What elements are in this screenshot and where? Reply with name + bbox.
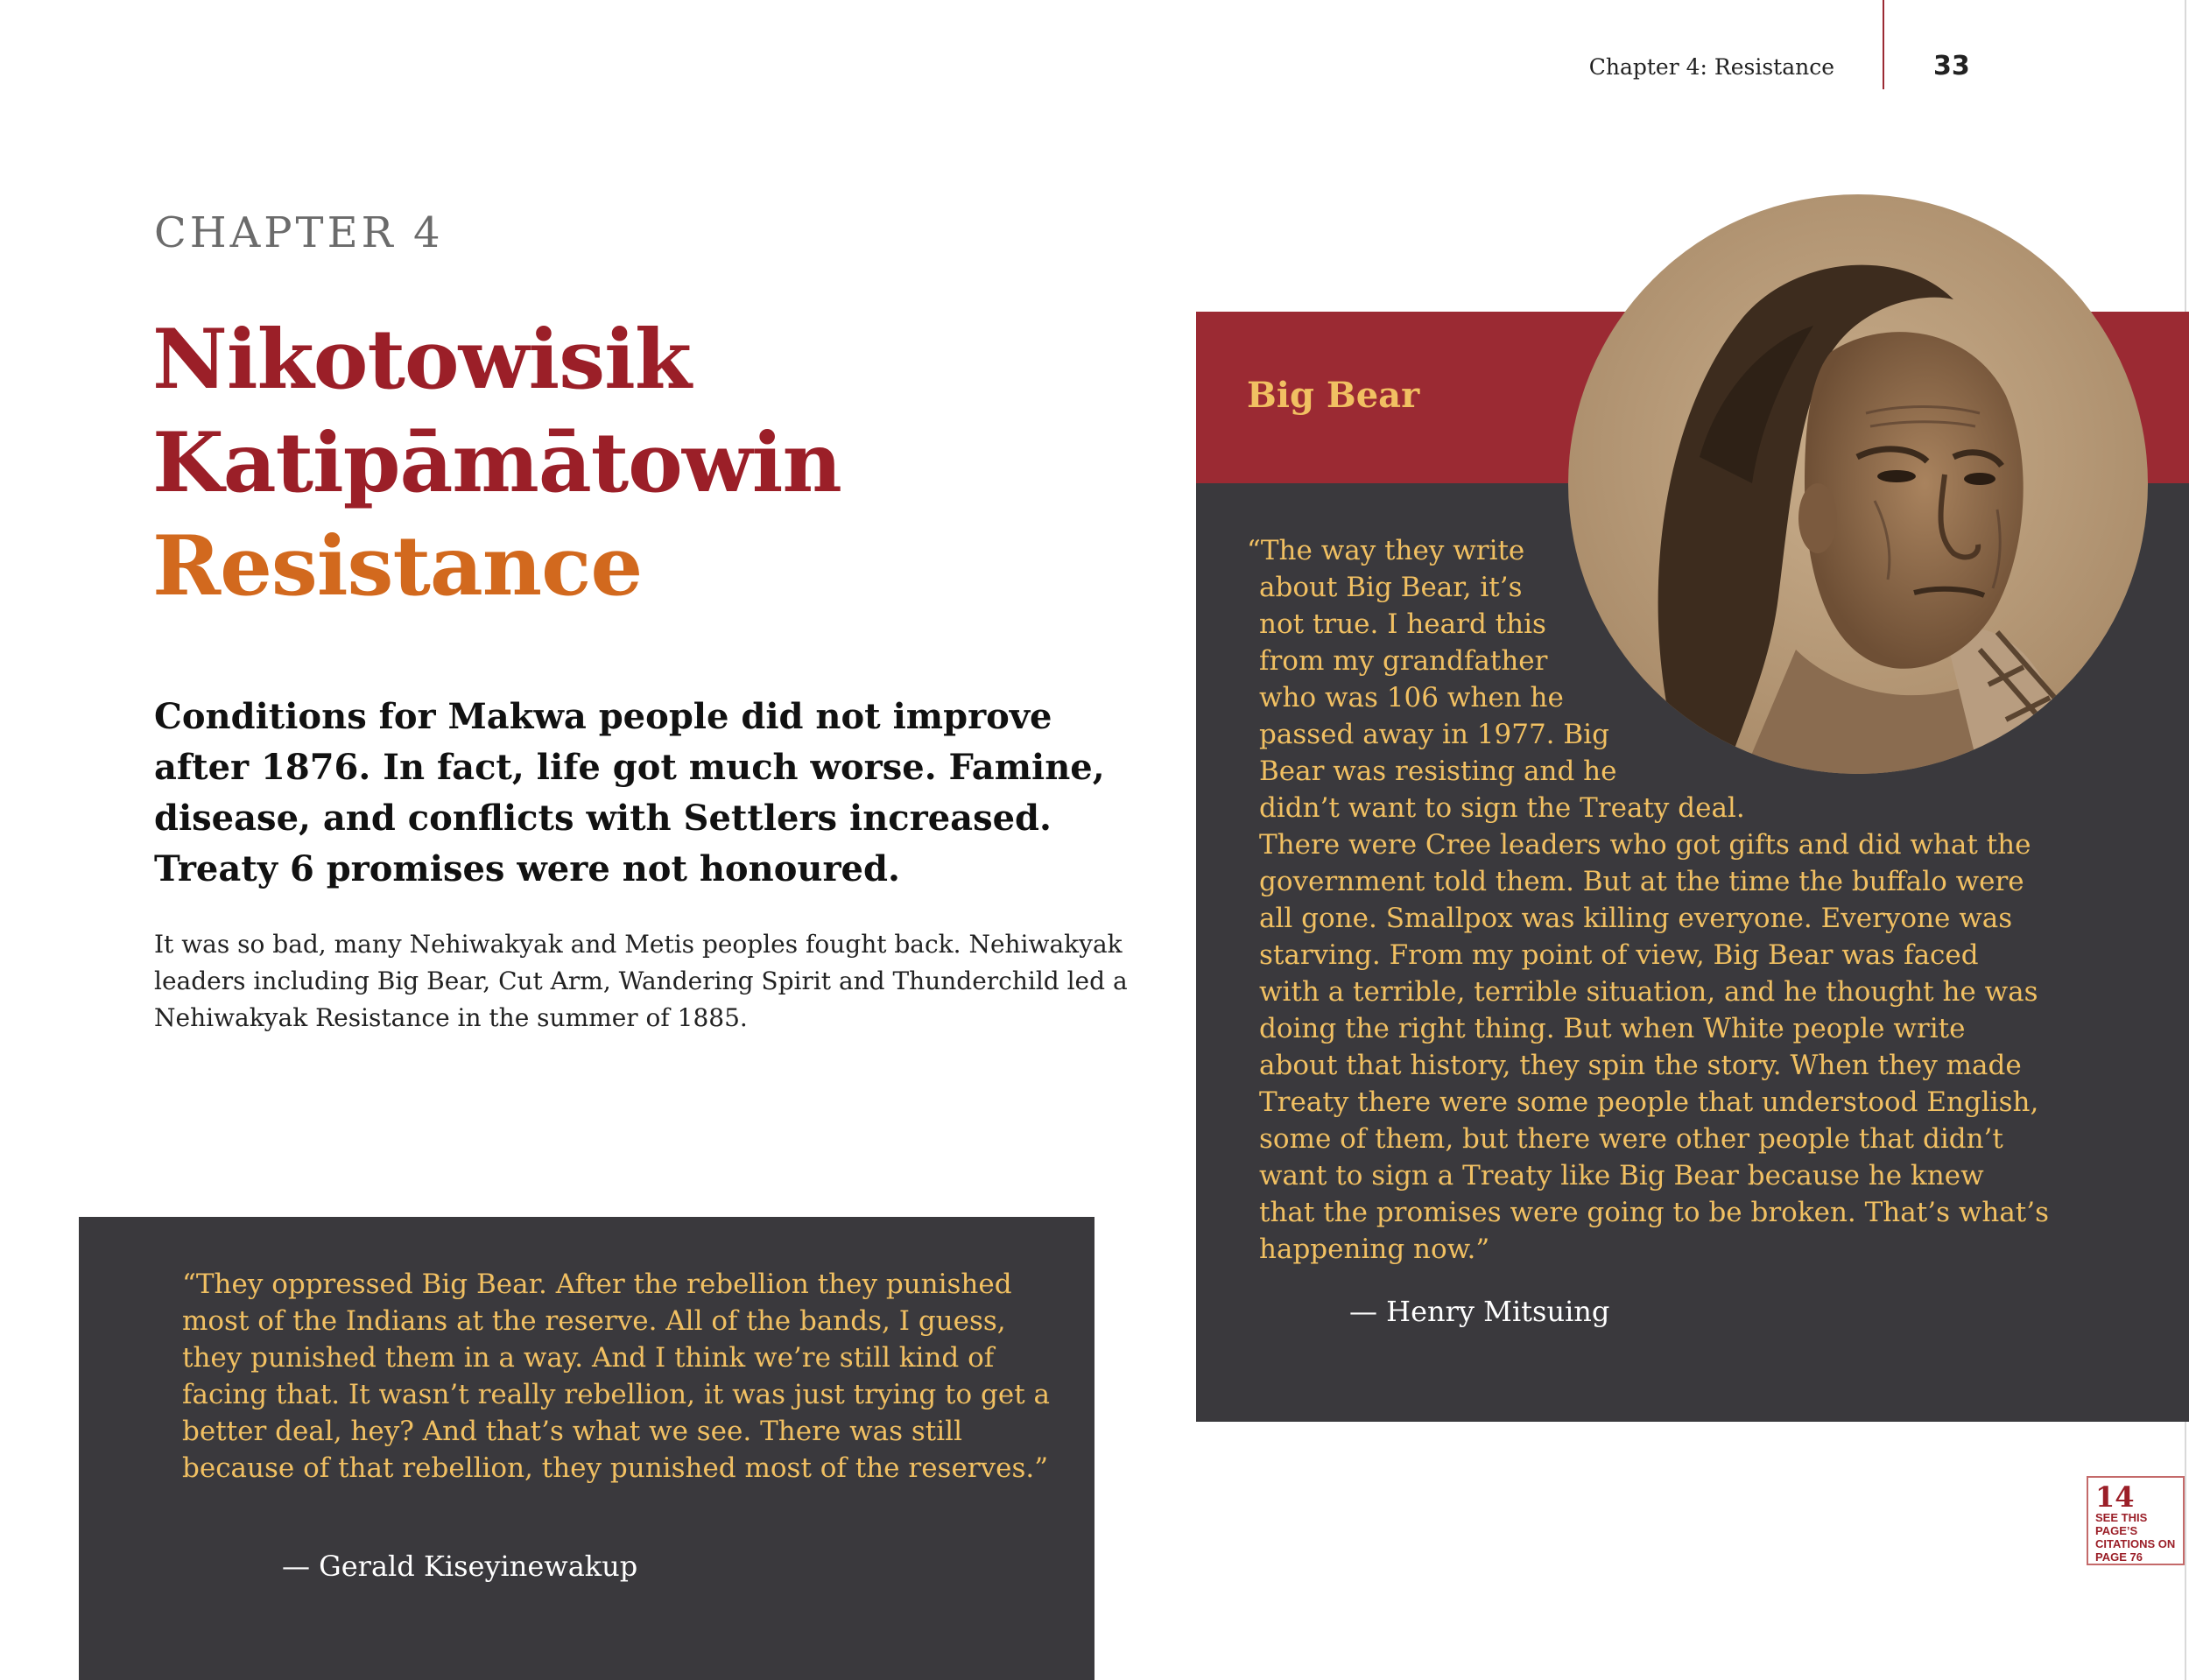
chapter-label: CHAPTER 4	[154, 208, 444, 257]
quote-line: “The way they write	[1247, 535, 1525, 566]
quote-line: not true. I heard this	[1259, 608, 1546, 640]
quote-line: doing the right thing. But when White people write	[1259, 1013, 1966, 1044]
quote-text: “They oppressed Big Bear. After the rebellion they punished most of the Indians at the reserve. All of the bands, I guess, they punished them in a way. And I think we’re still kind of facing that. It wasn’t really rebellion, it was just trying to get a better deal, hey? And that’s what we see. There was still because of that rebellion, they punished most of the reserves.”	[182, 1269, 1050, 1484]
quote-line: Bear was resisting and he	[1259, 756, 1617, 787]
quote-line: starving. From my point of view, Big Bear was faced	[1259, 939, 1979, 971]
quote-line: who was 106 when he	[1259, 682, 1564, 713]
title-line-cree-2: Katipāmātowin	[152, 415, 841, 511]
quote-line: that the promises were going to be broken. That’s what’s	[1259, 1197, 2050, 1228]
quote-attribution: — Gerald Kiseyinewakup	[282, 1550, 638, 1583]
quote-line: all gone. Smallpox was killing everyone. Everyone was	[1259, 903, 2013, 934]
quote-line: about Big Bear, it’s	[1259, 572, 1523, 603]
citation-text	[2095, 1511, 2176, 1564]
page-number: 33	[1933, 51, 1970, 81]
citation-line: SEE THIS PAGE’S	[2095, 1511, 2148, 1537]
quote-line: government told them. But at the time the buffalo were	[1259, 866, 2024, 897]
quote-line: want to sign a Treaty like Big Bear because he knew	[1259, 1160, 1984, 1191]
quote-line: Treaty there were some people that understood English,	[1259, 1086, 2039, 1118]
title-line-cree-1: Nikotowisik	[152, 312, 691, 408]
running-header-chapter: Chapter 4: Resistance	[1588, 54, 1834, 80]
quote-line: There were Cree leaders who got gifts and did what the	[1259, 829, 2031, 861]
big-bear-portrait-photo	[1568, 194, 2148, 774]
big-bear-quote-attribution: — Henry Mitsuing	[1349, 1295, 1610, 1328]
title-line-english: Resistance	[152, 518, 643, 615]
quote-box-kiseyinewakup	[79, 1217, 1094, 1680]
header-divider	[1883, 0, 1884, 89]
quote-line: about that history, they spin the story. When they made	[1259, 1050, 2022, 1081]
quote-line: didn’t want to sign the Treaty deal.	[1259, 792, 1745, 824]
citation-number: 14	[2095, 1480, 2135, 1514]
citation-line: CITATIONS ON	[2095, 1537, 2176, 1550]
portrait-illustration	[1568, 194, 2148, 774]
quote-line: from my grandfather	[1259, 645, 1548, 677]
quote-line: passed away in 1977. Big	[1259, 719, 1609, 750]
quote-line: happening now.”	[1259, 1234, 1490, 1265]
page-title	[152, 308, 841, 618]
citation-page-number: 76	[2129, 1550, 2143, 1564]
citation-line	[2095, 1550, 2176, 1564]
big-bear-title: Big Bear	[1247, 375, 1420, 416]
body-paragraph: It was so bad, many Nehiwakyak and Metis peoples fought back. Nehiwakyak leaders including Big Bear, Cut Arm, Wandering Spirit and Thunderchild led a Nehiwakyak Resistance in the summer of 1885.	[154, 930, 1128, 1032]
quote-line: with a terrible, terrible situation, and he thought he was	[1259, 976, 2038, 1008]
lead-paragraph: Conditions for Makwa people did not improve after 1876. In fact, life got much worse. Famine, disease, and conflicts with Settlers increased. Treaty 6 promises were not honoured.	[154, 696, 1105, 889]
citation-page-prefix: PAGE	[2095, 1550, 2127, 1564]
citation-reference-box	[2087, 1476, 2185, 1565]
quote-line: some of them, but there were other people that didn’t	[1259, 1123, 2003, 1155]
